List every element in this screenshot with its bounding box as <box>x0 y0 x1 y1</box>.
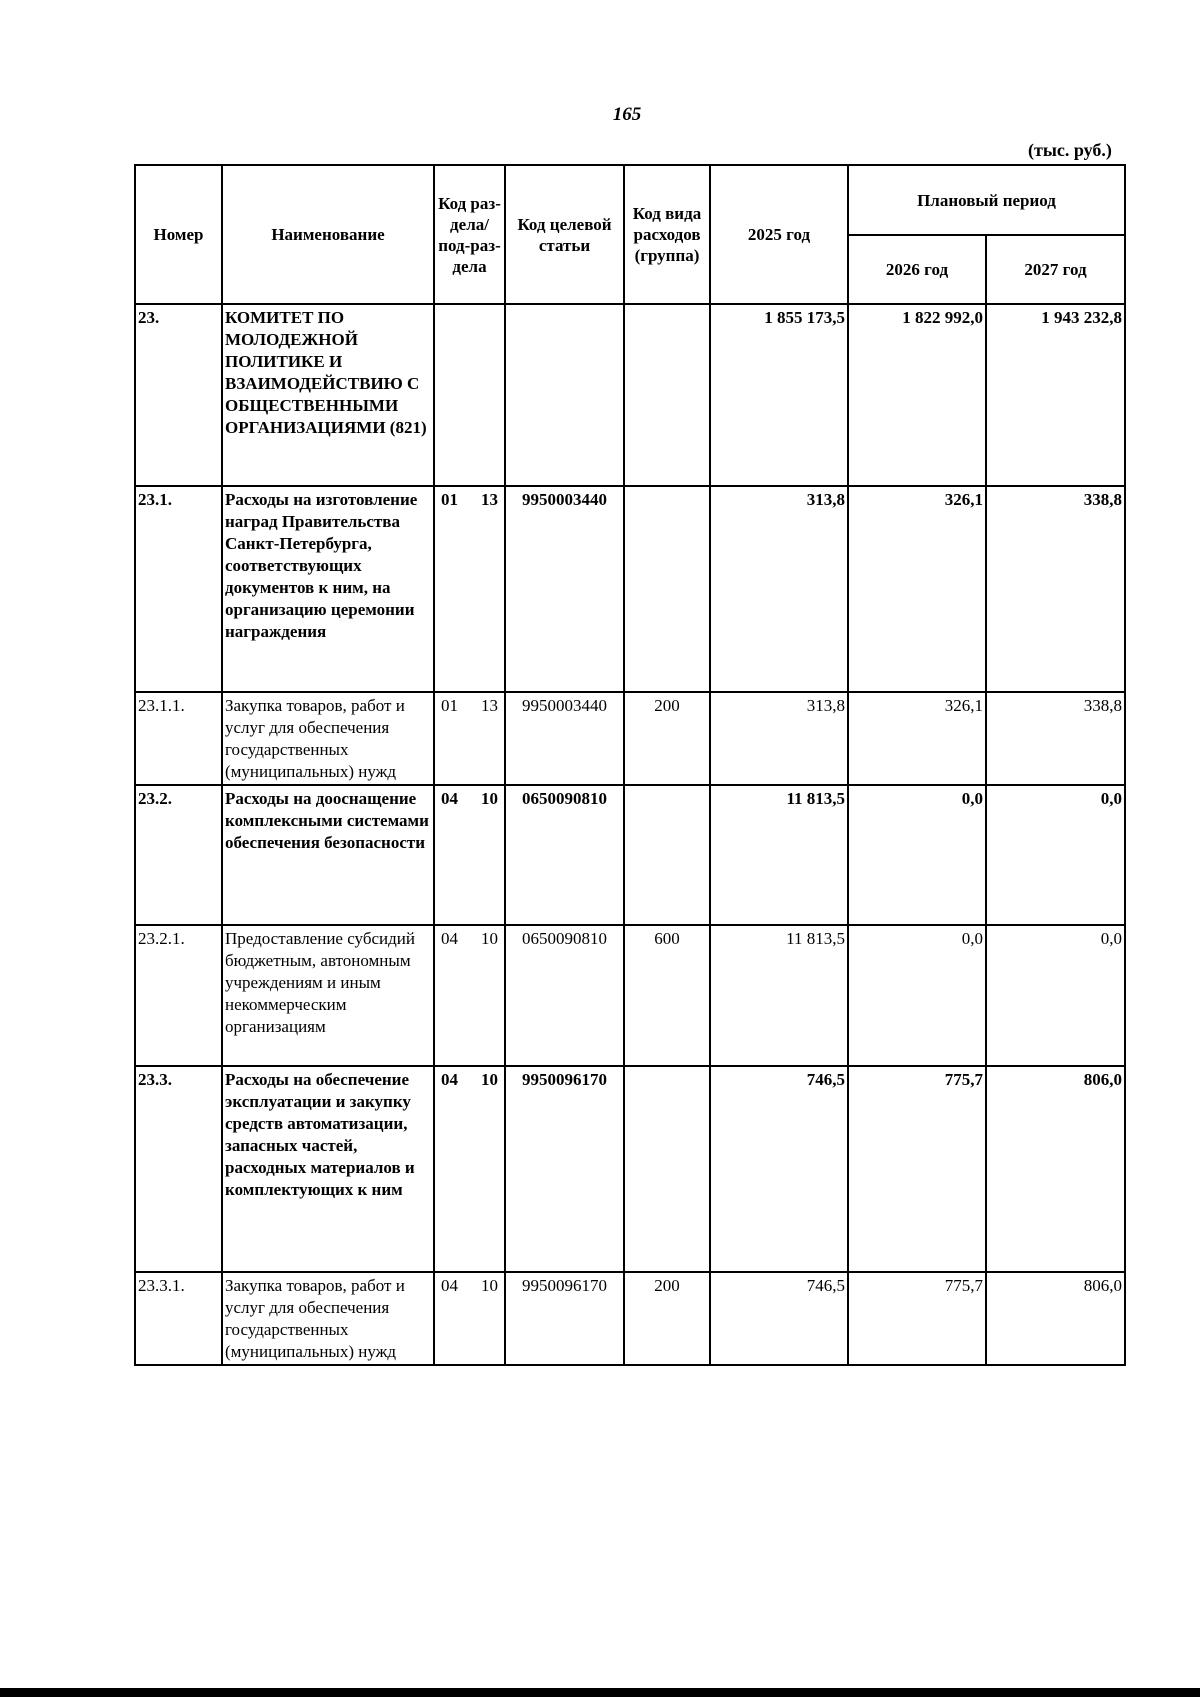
row-value-2025: 746,5 <box>710 1066 848 1272</box>
header-year-2026: 2026 год <box>848 235 986 304</box>
row-number: 23.1. <box>135 486 222 692</box>
header-section-code: Код раз-дела/ под-раз-дела <box>434 165 505 304</box>
row-section-code <box>434 304 505 486</box>
header-number: Номер <box>135 165 222 304</box>
row-expense-code: 200 <box>624 692 710 785</box>
row-value-2026: 1 822 992,0 <box>848 304 986 486</box>
row-target-code: 9950096170 <box>505 1066 624 1272</box>
table-row <box>135 692 1125 785</box>
section-code: 01 <box>441 696 458 715</box>
row-expense-code <box>624 304 710 486</box>
subsection-code: 13 <box>481 696 498 715</box>
row-expense-code <box>624 1066 710 1272</box>
table-row <box>135 1066 1125 1272</box>
row-name: КОМИТЕТ ПО МОЛОДЕЖНОЙ ПОЛИТИКЕ И ВЗАИМОДЕЙСТВИЮ С ОБЩЕСТВЕННЫМИ ОРГАНИЗАЦИЯМИ (821) <box>222 304 434 486</box>
row-number: 23.2. <box>135 785 222 925</box>
row-number: 23.3. <box>135 1066 222 1272</box>
row-section-code <box>434 1066 505 1272</box>
row-value-2027: 0,0 <box>986 785 1125 925</box>
row-value-2025: 313,8 <box>710 486 848 692</box>
budget-table <box>134 164 1126 1366</box>
section-code: 04 <box>441 1276 458 1295</box>
row-value-2025: 1 855 173,5 <box>710 304 848 486</box>
subsection-code: 10 <box>481 1070 498 1089</box>
row-target-code: 0650090810 <box>505 785 624 925</box>
row-value-2027: 806,0 <box>986 1272 1125 1365</box>
row-name: Расходы на изготовление наград Правительства Санкт-Петербурга, соответствующих документов к ним, на организацию церемонии награждения <box>222 486 434 692</box>
row-name: Расходы на обеспечение эксплуатации и закупку средств автоматизации, запасных частей, расходных материалов и комплектующих к ним <box>222 1066 434 1272</box>
section-code: 01 <box>441 490 458 509</box>
row-name: Закупка товаров, работ и услуг для обеспечения государственных (муниципальных) нужд <box>222 692 434 785</box>
units-note: (тыс. руб.) <box>1028 140 1112 160</box>
row-section-code <box>434 486 505 692</box>
table-row <box>135 486 1125 692</box>
header-expense-code: Код вида расходов (группа) <box>624 165 710 304</box>
row-value-2027: 338,8 <box>986 692 1125 785</box>
row-target-code: 9950003440 <box>505 692 624 785</box>
subsection-code: 10 <box>481 789 498 808</box>
row-target-code <box>505 304 624 486</box>
row-value-2026: 0,0 <box>848 925 986 1066</box>
row-section-code <box>434 1272 505 1365</box>
header-row <box>135 165 1125 235</box>
row-value-2026: 0,0 <box>848 785 986 925</box>
row-expense-code: 600 <box>624 925 710 1066</box>
row-number: 23. <box>135 304 222 486</box>
row-target-code: 0650090810 <box>505 925 624 1066</box>
row-value-2026: 775,7 <box>848 1066 986 1272</box>
row-value-2027: 1 943 232,8 <box>986 304 1125 486</box>
table-row <box>135 785 1125 925</box>
section-code: 04 <box>441 929 458 948</box>
subsection-code: 10 <box>481 929 498 948</box>
row-value-2026: 326,1 <box>848 692 986 785</box>
row-name: Закупка товаров, работ и услуг для обеспечения государственных (муниципальных) нужд <box>222 1272 434 1365</box>
row-number: 23.1.1. <box>135 692 222 785</box>
row-value-2025: 11 813,5 <box>710 925 848 1066</box>
row-section-code <box>434 692 505 785</box>
row-section-code <box>434 925 505 1066</box>
row-name: Расходы на дооснащение комплексными системами обеспечения безопасности <box>222 785 434 925</box>
scan-edge-bar <box>0 1688 1200 1697</box>
table-row <box>135 925 1125 1066</box>
row-target-code: 9950096170 <box>505 1272 624 1365</box>
table-row <box>135 304 1125 486</box>
row-value-2025: 313,8 <box>710 692 848 785</box>
row-name: Предоставление субсидий бюджетным, автономным учреждениям и иным некоммерческим организациям <box>222 925 434 1066</box>
header-year-2025: 2025 год <box>710 165 848 304</box>
row-number: 23.2.1. <box>135 925 222 1066</box>
row-expense-code: 200 <box>624 1272 710 1365</box>
header-planned-period: Плановый период <box>848 165 1125 235</box>
header-name: Наименование <box>222 165 434 304</box>
header-target-code: Код целевой статьи <box>505 165 624 304</box>
subsection-code: 13 <box>481 490 498 509</box>
row-value-2026: 775,7 <box>848 1272 986 1365</box>
row-expense-code <box>624 785 710 925</box>
row-value-2027: 0,0 <box>986 925 1125 1066</box>
section-code: 04 <box>441 1070 458 1089</box>
section-code: 04 <box>441 789 458 808</box>
table-row <box>135 1272 1125 1365</box>
subsection-code: 10 <box>481 1276 498 1295</box>
page-number: 165 <box>612 104 642 125</box>
row-value-2025: 11 813,5 <box>710 785 848 925</box>
row-section-code <box>434 785 505 925</box>
row-value-2026: 326,1 <box>848 486 986 692</box>
header-year-2027: 2027 год <box>986 235 1125 304</box>
row-value-2025: 746,5 <box>710 1272 848 1365</box>
row-expense-code <box>624 486 710 692</box>
row-number: 23.3.1. <box>135 1272 222 1365</box>
row-value-2027: 338,8 <box>986 486 1125 692</box>
row-target-code: 9950003440 <box>505 486 624 692</box>
row-value-2027: 806,0 <box>986 1066 1125 1272</box>
